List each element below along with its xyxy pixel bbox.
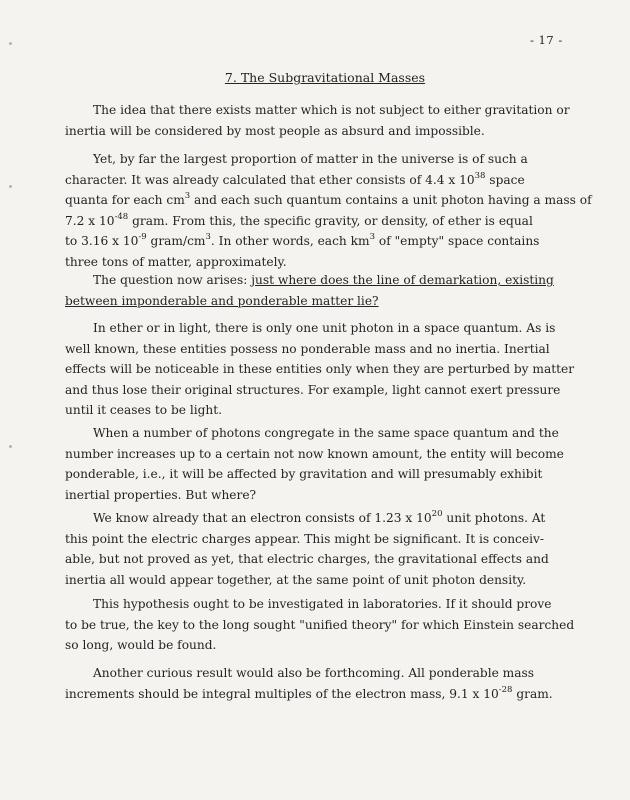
text-line: 7.2 x $10^{-48}$ gram. From this, the specific gravity, or density, of ether is equal: [65, 211, 533, 228]
paragraph-3: [65, 270, 565, 311]
text-line: We know already that an electron consists of 1.23 x $10^{20}$ unit photons. At: [93, 509, 546, 525]
scan-speck: [9, 185, 12, 188]
exponent: 38: [474, 170, 486, 181]
text-line: When a number of photons congregate in the same space quantum and the: [93, 426, 559, 440]
scan-speck: [9, 42, 12, 45]
text-line: number increases up to a certain not now known amount, the entity will become: [65, 446, 564, 461]
paragraph-7: [65, 594, 575, 656]
text-line: In ether or in light, there is only one unit photon in a space quantum. As is: [93, 321, 556, 335]
text-line: this point the electric charges appear. This might be significant. It is conceiv-: [65, 531, 544, 546]
paragraph-8: [65, 663, 565, 704]
underlined-question: between imponderable and ponderable matter lie?: [65, 293, 379, 308]
paragraph-2: [65, 149, 592, 272]
paragraph-5: [65, 423, 565, 505]
paragraph-1: [65, 100, 570, 141]
text-line: effects will be noticeable in these entities only when they are perturbed by matter: [65, 362, 575, 376]
text-line: character. It was already calculated that ether consists of 4.4 x $10^{38}$ space: [65, 170, 525, 187]
text-line: to 3.16 x $10^{-9}$ gram/$cm^3$. In other words, each $km^3$ of "empty" space contains: [65, 232, 540, 248]
text-line: to be true, the key to the long sought "unified theory" for which Einstein searched: [65, 617, 575, 632]
exponent: -48: [114, 211, 129, 222]
section-title: [0, 70, 630, 85]
paragraph-4: [65, 318, 575, 421]
text-line: quanta for each $cm^3$ and each such quantum contains a unit photon having a mass of: [65, 191, 592, 207]
text-line: so long, would be found.: [65, 638, 217, 652]
text-line: Another curious result would also be forthcoming. All ponderable mass: [93, 666, 535, 680]
text-line: increments should be integral multiples of the electron mass, 9.1 x $10^{-28}$ gram.: [65, 684, 553, 701]
section-title-text: 7. The Subgravitational Masses: [224, 70, 426, 85]
page-number: - 17 -: [530, 33, 563, 47]
exponent: 20: [431, 509, 443, 519]
text-line: well known, these entities possess no ponderable mass and no inertia. Inertial: [65, 341, 550, 356]
exponent: 3: [184, 191, 191, 201]
text-line: inertial properties. But where?: [65, 487, 257, 502]
text-line: inertia all would appear together, at the same point of unit photon density.: [65, 572, 527, 587]
paragraph-6: [65, 508, 565, 590]
underlined-question: just where does the line of demarkation, existing: [251, 273, 554, 287]
text-line: Yet, by far the largest proportion of matter in the universe is of such a: [93, 152, 528, 166]
text-line: ponderable, i.e., it will be affected by gravitation and will presumably exhibit: [65, 467, 543, 481]
text-line: The question now arises: just where does the line of demarkation, existing: [93, 273, 554, 287]
text-line: three tons of matter, approximately.: [65, 254, 287, 269]
exponent: -28: [498, 684, 513, 695]
text-line: able, but not proved as yet, that electric charges, the gravitational effects and: [65, 552, 549, 566]
text-line: until it ceases to be light.: [65, 403, 223, 417]
text-line: and thus lose their original structures. For example, light cannot exert pressure: [65, 382, 561, 397]
text-line: This hypothesis ought to be investigated in laboratories. If it should prove: [93, 597, 552, 611]
exponent: 3: [205, 232, 211, 242]
scan-speck: [9, 445, 12, 448]
text-line: inertia will be considered by most people as absurd and impossible.: [65, 123, 485, 138]
exponent: -9: [138, 232, 147, 242]
text-line: The idea that there exists matter which is not subject to either gravitation or: [93, 103, 570, 117]
exponent: 3: [369, 232, 375, 242]
